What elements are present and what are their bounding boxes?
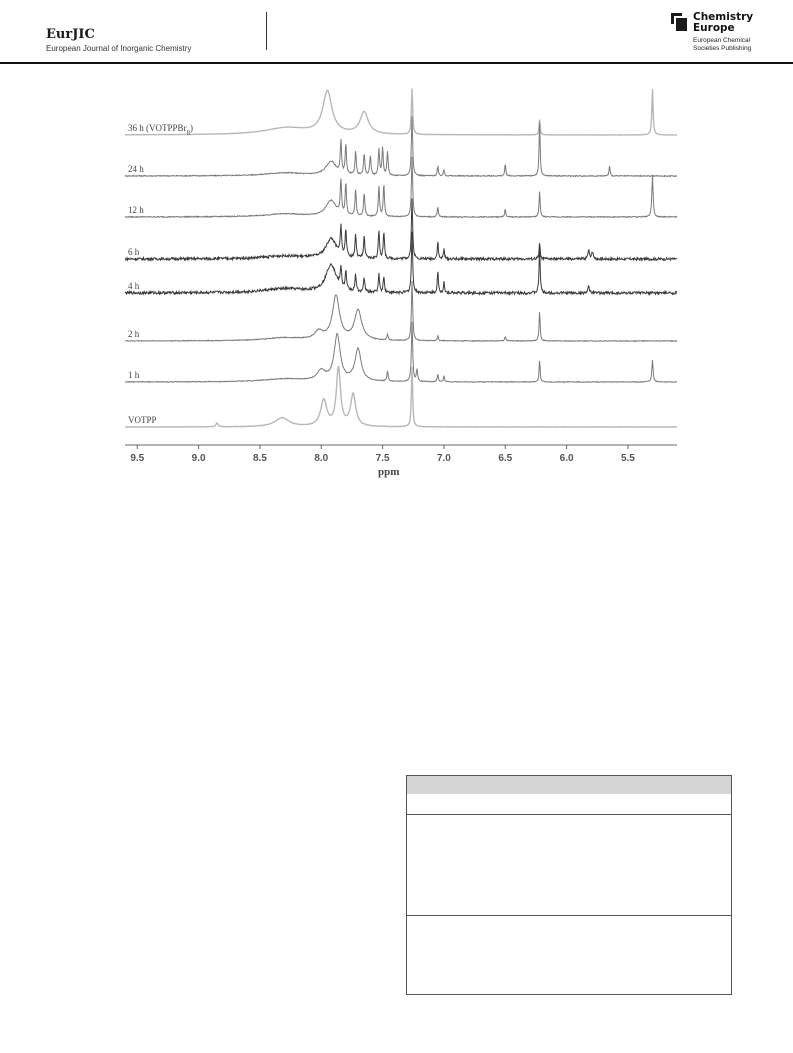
trace-label: 1 h — [128, 370, 140, 380]
table-rule-1 — [407, 814, 731, 815]
trace-label: 2 h — [128, 329, 140, 339]
spectrum-trace — [125, 157, 677, 218]
trace-label: 6 h — [128, 247, 140, 257]
x-tick-label: 9.0 — [191, 453, 206, 464]
trace-label: 12 h — [128, 205, 144, 215]
spectrum-trace — [125, 366, 677, 427]
spectrum-trace — [125, 89, 677, 136]
spectrum-trace — [125, 116, 677, 176]
publisher-subtitle — [693, 37, 751, 52]
spectrum-trace — [125, 322, 677, 383]
trace-label: 24 h — [128, 164, 144, 174]
x-tick-label: 7.5 — [375, 453, 390, 464]
x-tick-label: 8.0 — [314, 453, 329, 464]
table-rule-2 — [407, 915, 731, 916]
x-tick-label: 9.5 — [130, 453, 145, 464]
x-tick-label: 8.5 — [252, 453, 267, 464]
x-tick-label: 6.5 — [498, 453, 513, 464]
x-tick-label: 6.0 — [559, 453, 574, 464]
journal-short-title: EurJIC — [46, 27, 95, 42]
trace-label: 4 h — [128, 281, 140, 291]
trace-label: VOTPP — [128, 415, 157, 425]
x-tick-label: 5.5 — [620, 453, 635, 464]
chemistry-europe-logo-icon — [671, 13, 689, 31]
spectrum-trace — [125, 232, 677, 295]
page-header — [0, 0, 793, 64]
nmr-stacked-spectra-chart — [120, 80, 685, 480]
trace-label: 36 h (VOTPPBr$_8$) — [128, 123, 194, 137]
publisher-name — [693, 12, 753, 34]
spectrum-trace — [125, 198, 677, 260]
table-header-band — [407, 776, 731, 794]
publisher-sub-line2: Societies Publishing — [693, 44, 752, 52]
header-divider — [266, 12, 267, 50]
nmr-figure — [120, 80, 685, 480]
publisher-name-line2: Europe — [693, 22, 735, 34]
publisher-name-line1: Chemistry — [693, 11, 754, 23]
table-outline — [406, 775, 732, 995]
spectrum-trace — [125, 281, 677, 341]
publisher-sub-line1: European Chemical — [693, 37, 751, 44]
x-tick-label: 7.0 — [436, 453, 451, 464]
journal-full-title: European Journal of Inorganic Chemistry — [46, 44, 192, 53]
header-rule — [0, 62, 793, 64]
x-axis-title: ppm — [378, 466, 400, 478]
